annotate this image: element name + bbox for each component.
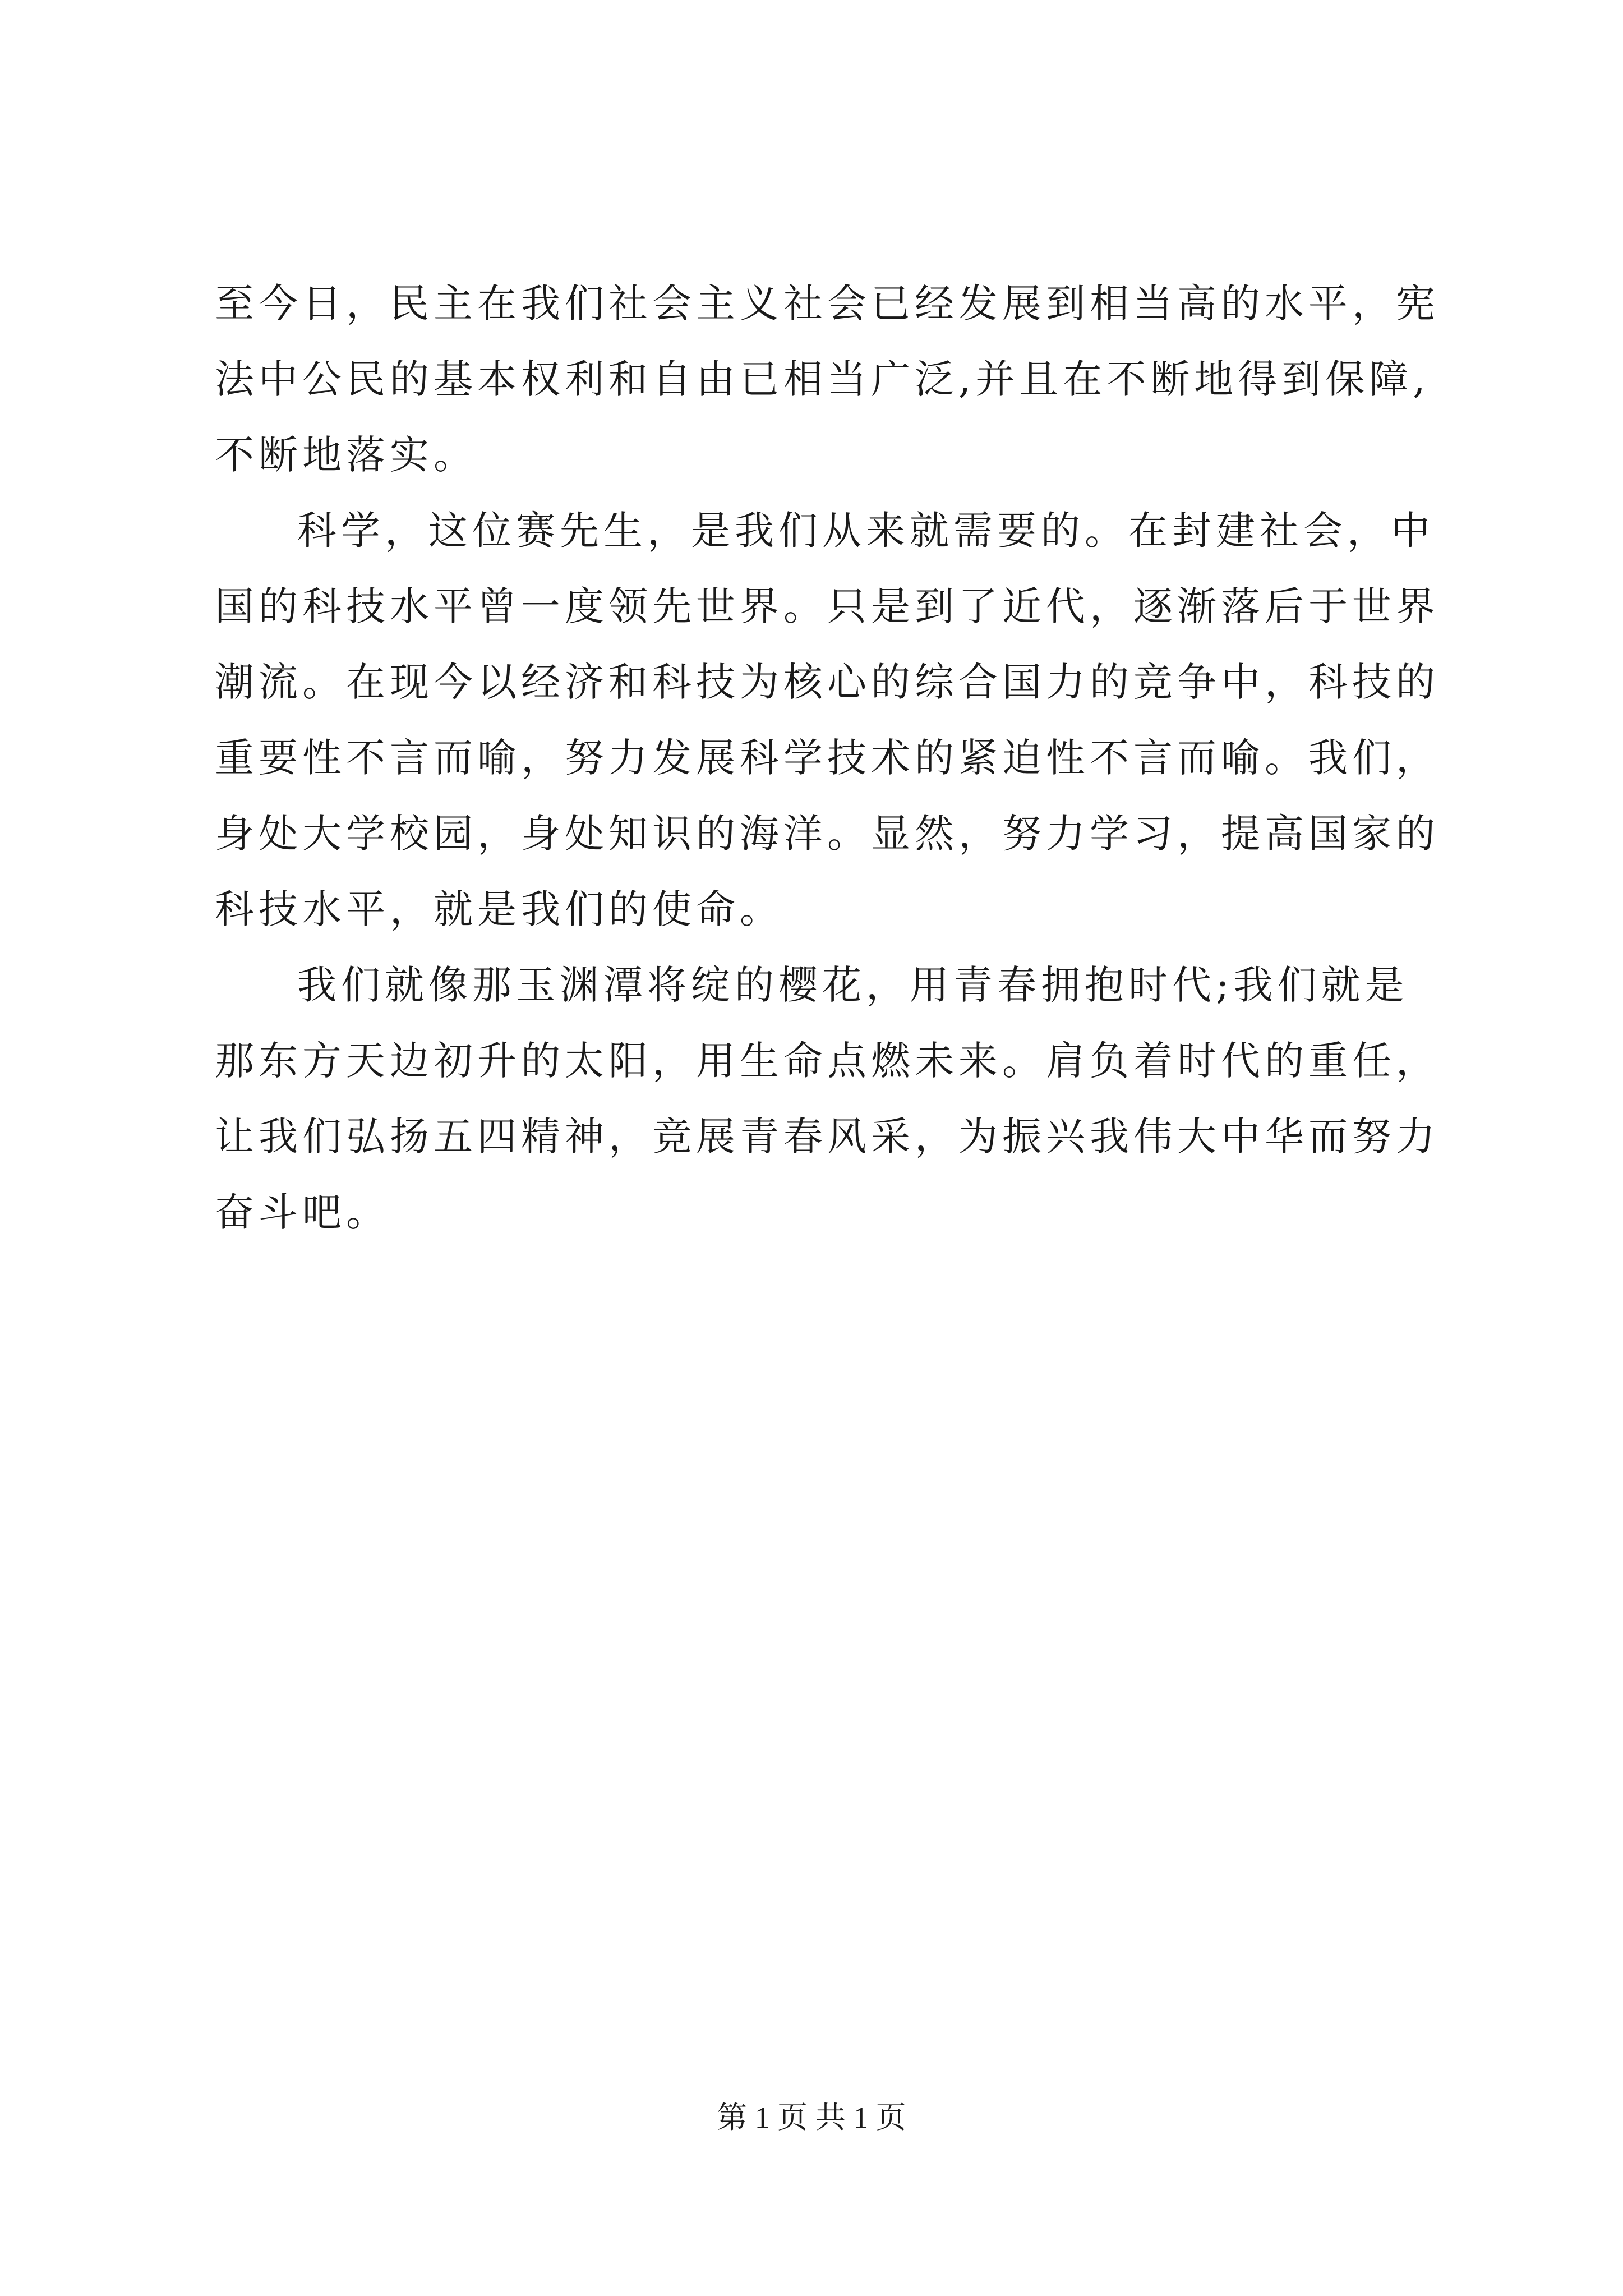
paragraph-line: 不断地落实。 xyxy=(215,432,477,478)
paragraph-line: 那东方天边初升的太阳，用生命点燃未来。肩负着时代的重任， xyxy=(215,1038,1440,1084)
paragraph-line: 让我们弘扬五四精神，竞展青春风采，为振兴我伟大中华而努力 xyxy=(215,1114,1440,1159)
paragraph-line: 科学，这位赛先生，是我们从来就需要的。在封建社会，中 xyxy=(297,508,1435,554)
page-footer: 第 1 页 共 1 页 xyxy=(717,2101,906,2134)
paragraph-line: 奋斗吧。 xyxy=(215,1189,390,1235)
paragraph-line: 身处大学校园，身处知识的海洋。显然，努力学习，提高国家的 xyxy=(215,811,1440,857)
paragraph-line: 科技水平，就是我们的使命。 xyxy=(215,886,783,932)
paragraph-line: 法中公民的基本权利和自由已相当广泛,并且在不断地得到保障, xyxy=(215,356,1430,402)
paragraph-line: 重要性不言而喻，努力发展科学技术的紧迫性不言而喻。我们， xyxy=(215,735,1440,781)
paragraph-line: 国的科技水平曾一度领先世界。只是到了近代，逐渐落后于世界 xyxy=(215,583,1440,629)
paragraph-line: 我们就像那玉渊潭将绽的樱花，用青春拥抱时代;我们就是 xyxy=(297,962,1409,1008)
paragraph-line: 潮流。在现今以经济和科技为核心的综合国力的竞争中，科技的 xyxy=(215,659,1440,705)
paragraph-line: 至今日，民主在我们社会主义社会已经发展到相当高的水平，宪 xyxy=(215,280,1440,326)
